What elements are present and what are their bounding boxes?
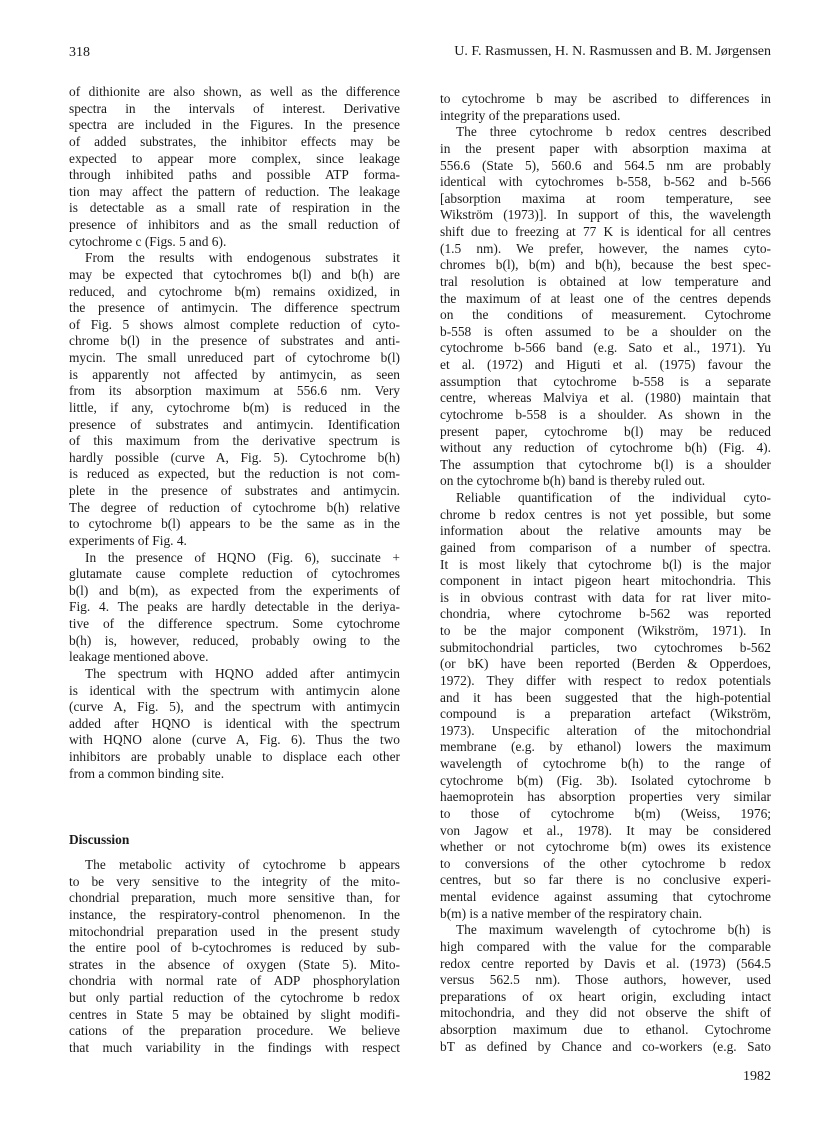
text-line: chondria with normal rate of ADP phosphorylation xyxy=(69,973,400,989)
text-line: chrome b(l) in the presence of substrates and anti- xyxy=(69,333,400,349)
text-line: inhibitors are probably unable to displace each other xyxy=(69,749,400,764)
text-line: mitochondria, and they did not observe the shift of xyxy=(440,1005,771,1021)
text-line: to conversions of the other cytochrome b redox xyxy=(440,855,771,871)
section-heading-discussion: Discussion xyxy=(69,832,130,847)
text-line: added after HQNO is identical with the spectrum xyxy=(69,715,400,731)
text-line: is identical with the spectrum with antimycin alone xyxy=(69,682,400,698)
text-line: Fig. 4. The peaks are hardly detectable in the deriya- xyxy=(69,599,400,615)
text-line: plete in the presence of substrates and antimycin. xyxy=(69,483,400,498)
text-line: to those of cytochrome b(m) (Weiss, 1976; xyxy=(440,805,771,821)
text-line: is reduced as expected, but the reduction is not com- xyxy=(69,466,400,482)
paragraph xyxy=(69,250,400,549)
text-line: tion may affect the pattern of reduction. The leakage xyxy=(69,183,400,199)
text-line: gained from comparison of a number of spectra. xyxy=(440,539,771,555)
text-line: integrity of the preparations used. xyxy=(440,107,621,123)
text-line: is apparently not affected by antimycin, as seen xyxy=(69,366,400,382)
text-line: leakage mentioned above. xyxy=(69,649,209,665)
text-line: b(m) is a native member of the respiratory chain. xyxy=(440,905,703,921)
text-line: high compared with the value for the comparable xyxy=(440,938,771,954)
text-line: chondria, where cytochrome b-562 was reported xyxy=(440,606,771,622)
text-line: of this maximum from the derivative spectrum is xyxy=(69,433,400,449)
paragraph xyxy=(440,91,771,124)
text-line: cations of the preparation procedure. We believe xyxy=(69,1023,400,1039)
text-line: centres, but so far there is no conclusive experi- xyxy=(440,872,771,888)
text-line: From the results with endogenous substrates it xyxy=(85,250,400,266)
text-line: expected to appear more complex, since leakage xyxy=(69,150,400,166)
text-line: through inhibited paths and possible ATP forma- xyxy=(69,167,400,183)
text-line: The metabolic activity of cytochrome b appears xyxy=(85,857,400,872)
text-line: chondrial preparation, much more sensitive than, for xyxy=(69,890,400,906)
running-head-authors: U. F. Rasmussen, H. N. Rasmussen and B. M. Jørgensen xyxy=(454,44,771,59)
text-line: von Jagow et al., 1978). It may be considered xyxy=(440,822,771,838)
text-line: shift due to freezing at 77 K is identical for all centres xyxy=(440,224,771,239)
text-line: Reliable quantification of the individual cyto- xyxy=(456,490,771,505)
right-column xyxy=(440,91,771,1055)
text-line: little, if any, cytochrome b(m) is reduced in the xyxy=(69,399,400,415)
paragraph xyxy=(69,550,400,666)
text-line: hardly possible (curve A, Fig. 5). Cytochrome b(h) xyxy=(69,449,400,465)
text-line: absorption maximum due to ethanol. Cytochrome xyxy=(440,1022,771,1037)
text-line: the entire pool of b-cytochromes is reduced by sub- xyxy=(69,940,400,956)
text-line: in the present paper with absorption maxima at xyxy=(440,140,771,156)
paragraph xyxy=(69,857,400,1057)
text-line: presence of inhibitors and as the small reduction of xyxy=(69,217,400,232)
text-line: cytochrome b-566 band (e.g. Sato et al., 1971). Yu xyxy=(440,340,771,356)
text-line: redox centre reported by Davis et al. (1973) (564.5 xyxy=(440,955,771,971)
text-line: b(l) and b(m), as expected from the experiments of xyxy=(69,582,400,598)
text-line: membrane (e.g. by ethanol) lowers the maximum xyxy=(440,739,771,755)
text-line: The spectrum with HQNO added after antimycin xyxy=(85,665,400,681)
text-line: The assumption that cytochrome b(l) is a shoulder xyxy=(440,456,771,472)
text-line: is detectable as a small rate of respiration in the xyxy=(69,200,400,216)
text-line: compound is a preparation artefact (Wikström, xyxy=(440,706,771,722)
text-line: spectra in the intervals of interest. Derivative xyxy=(69,100,400,116)
text-line: to be very sensitive to the integrity of the mito- xyxy=(69,873,400,889)
text-line: from a common binding site. xyxy=(69,765,225,781)
text-line: instance, the respiratory-control phenomenon. In the xyxy=(69,906,400,922)
text-line: presence of substrates and antimycin. Identification xyxy=(69,416,400,432)
text-line: et al. (1972) and Higuti et al. (1975) favour the xyxy=(440,357,771,372)
text-line: Wikström (1973)]. In support of this, the wavelength xyxy=(440,207,771,223)
text-line: information about the relative amounts may be xyxy=(440,523,771,539)
text-line: versus 562.5 nm). Those authors, however, used xyxy=(440,972,771,988)
text-line: strates in the absence of oxygen (State 5). Mito- xyxy=(69,956,400,972)
text-line: (or bK) have been reported (Berden & Opperdoes, xyxy=(440,656,771,672)
text-line: of dithionite are also shown, as well as the difference xyxy=(69,84,400,99)
text-line: the maximum of at least one of the centres depends xyxy=(440,290,771,306)
text-line: may be expected that cytochromes b(l) and b(h) are xyxy=(69,266,400,282)
text-line: 1972). They differ with respect to redox potentials xyxy=(440,672,771,688)
text-line: mental evidence against assuming that cytochrome xyxy=(440,889,771,904)
text-line: The three cytochrome b redox centres described xyxy=(456,124,771,140)
text-line: chrome b redox centres is not yet possible, but some xyxy=(440,506,771,522)
text-line: In the presence of HQNO (Fig. 6), succinate + xyxy=(85,549,400,565)
text-line: The maximum wavelength of cytochrome b(h) is xyxy=(456,922,771,938)
text-line: (1.5 nm). We prefer, however, the names cyto- xyxy=(440,240,771,256)
paragraph xyxy=(69,84,400,250)
text-line: tive of the difference spectrum. Some cytochrome xyxy=(69,616,400,631)
left-column-discussion xyxy=(69,857,400,1057)
text-line: identical with cytochromes b-558, b-562 and b-566 xyxy=(440,174,771,190)
text-line: to cytochrome b may be ascribed to differences in xyxy=(440,91,771,106)
text-line: the presence of antimycin. The difference spectrum xyxy=(69,300,400,316)
text-line: cytochrome b(m) (Fig. 3b). Isolated cytochrome b xyxy=(440,772,771,788)
text-line: cytochrome c (Figs. 5 and 6). xyxy=(69,233,227,249)
text-line: without any reduction of cytochrome b(h) (Fig. 4). xyxy=(440,440,771,456)
text-line: mitochondrial preparation used in the present study xyxy=(69,923,400,939)
text-line: of Fig. 5 shows almost complete reduction of cyto- xyxy=(69,316,400,332)
page-number: 318 xyxy=(69,45,90,60)
text-line: that much variability in the findings with respect xyxy=(69,1039,400,1055)
text-line: component in intact pigeon heart mitochondria. This xyxy=(440,573,771,589)
text-line: [absorption maxima at room temperature, see xyxy=(440,190,771,206)
text-line: haemoprotein has absorption properties very similar xyxy=(440,789,771,805)
paragraph xyxy=(440,922,771,1055)
text-line: spectra are included in the Figures. In the presence xyxy=(69,117,400,133)
text-line: chromes b(l), b(m) and b(h), because the best spec- xyxy=(440,257,771,273)
paragraph xyxy=(69,666,400,782)
text-line: assumption that cytochrome b-558 is a separate xyxy=(440,373,771,389)
text-line: on the conditions of measurement. Cytochrome xyxy=(440,307,771,323)
text-line: present paper, cytochrome b(l) may be reduced xyxy=(440,423,771,439)
text-line: 1973). Unspecific alteration of the mitochondrial xyxy=(440,722,771,738)
left-column-results xyxy=(69,84,400,782)
text-line: submitochondrial particles, two cytochromes b-562 xyxy=(440,639,771,655)
text-line: bT as defined by Chance and co-workers (e.g. Sato xyxy=(440,1038,771,1054)
text-line: of added substrates, the inhibitor effects may be xyxy=(69,133,400,149)
text-line: wavelength of cytochrome b(h) to the range of xyxy=(440,756,771,771)
text-line: The degree of reduction of cytochrome b(h) relative xyxy=(69,499,400,515)
text-line: centre, whereas Malviya et al. (1980) maintain that xyxy=(440,390,771,406)
text-line: from its absorption maximum at 556.6 nm. Very xyxy=(69,383,400,399)
paragraph xyxy=(440,124,771,490)
text-line: whether or not cytochrome b(m) owes its existence xyxy=(440,839,771,855)
text-line: mycin. The small unreduced part of cytochrome b(l) xyxy=(69,350,400,365)
text-line: preparations of ox heart origin, excluding intact xyxy=(440,988,771,1004)
text-line: It is most likely that cytochrome b(l) is the major xyxy=(440,556,771,572)
text-line: to be the major component (Wikström, 1971). In xyxy=(440,623,771,638)
text-line: and it has been suggested that the high-potential xyxy=(440,689,771,705)
text-line: glutamate cause complete reduction of cytochromes xyxy=(69,566,400,582)
text-line: 556.6 (State 5), 560.6 and 564.5 nm are probably xyxy=(440,157,771,173)
footer-year: 1982 xyxy=(743,1069,771,1084)
text-line: but only partial reduction of the cytochrome b redox xyxy=(69,990,400,1005)
text-line: b-558 is often assumed to be a shoulder on the xyxy=(440,323,771,339)
text-line: b(h) is, however, reduced, probably owing to the xyxy=(69,632,400,648)
paragraph xyxy=(440,490,771,922)
text-line: tral resolution is obtained at low temperature and xyxy=(440,273,771,289)
text-line: (curve A, Fig. 5), and the spectrum with antimycin xyxy=(69,699,400,715)
text-line: is in obvious contrast with data for rat liver mito- xyxy=(440,589,771,605)
text-line: centres in State 5 may be obtained by slight modifi- xyxy=(69,1006,400,1022)
text-line: reduced, and cytochrome b(m) remains oxidized, in xyxy=(69,283,400,299)
text-line: on the cytochrome b(h) band is thereby ruled out. xyxy=(440,473,706,489)
text-line: cytochrome b-558 is a shoulder. As shown in the xyxy=(440,406,771,422)
text-line: to cytochrome b(l) appears to be the same as in the xyxy=(69,516,400,532)
text-line: with HQNO alone (curve A, Fig. 6). Thus the two xyxy=(69,732,400,748)
text-line: experiments of Fig. 4. xyxy=(69,532,187,548)
